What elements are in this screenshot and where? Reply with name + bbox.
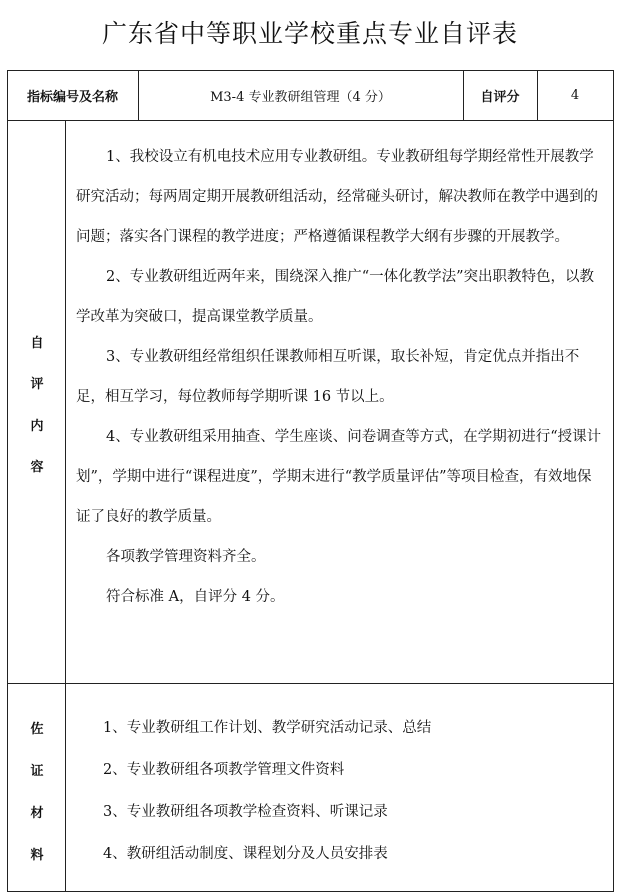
self-eval-label-char: 内 <box>30 419 44 434</box>
self-eval-paragraph: 1、我校设立有机电技术应用专业教研组。专业教研组每学期经常性开展教学研究活动；每两周定期开展教研组活动，经常碰头研讨，解决教师在教学中遇到的问题；落实各门课程的教学进度；严格遵循课程教学大纲有步骤的开展教学。 <box>76 149 598 245</box>
self-eval-paragraph: 各项教学管理资料齐全。 <box>106 549 266 565</box>
self-eval-label-char: 容 <box>30 460 44 475</box>
evidence-label-char: 料 <box>30 848 44 863</box>
evidence-item: 3、专业教研组各项教学检查资料、听课记录 <box>103 804 388 820</box>
evidence-item: 2、专业教研组各项教学管理文件资料 <box>103 762 345 778</box>
evidence-label-char: 材 <box>30 806 44 821</box>
self-eval-label-char: 评 <box>30 377 44 392</box>
self-eval-paragraph: 符合标准 A，自评分 4 分。 <box>106 589 285 605</box>
score-label: 自评分 <box>480 89 520 105</box>
evidence-item: 1、专业教研组工作计划、教学研究活动记录、总结 <box>103 720 432 736</box>
self-eval-paragraph: 4、专业教研组采用抽查、学生座谈、问卷调查等方式，在学期初进行“授课计划”，学期中进行“课程进度”，学期末进行“教学质量评估”等项目检查，有效地保证了良好的教学质量。 <box>76 429 602 525</box>
self-eval-label-char: 自 <box>30 336 44 351</box>
table-border-right <box>613 70 614 892</box>
indicator-name: M3-4 专业教研组管理（4 分） <box>210 89 391 105</box>
header-row-divider <box>7 120 614 121</box>
self-eval-content <box>76 137 606 617</box>
evidence-label-char: 佐 <box>30 722 44 737</box>
self-eval-paragraph: 3、专业教研组经常组织任课教师相互听课，取长补短，肯定优点并指出不足，相互学习，每位教师每学期听课 16 节以上。 <box>76 349 580 405</box>
evaluation-table <box>7 70 614 892</box>
evidence-item: 4、教研组活动制度、课程划分及人员安排表 <box>103 846 388 862</box>
page-title: 广东省中等职业学校重点专业自评表 <box>101 19 518 48</box>
self-eval-paragraph: 2、专业教研组近两年来，围绕深入推广“一体化教学法”突出职教特色，以教学改革为突破口，提高课堂教学质量。 <box>76 269 595 325</box>
section-divider <box>7 683 614 684</box>
indicator-label: 指标编号及名称 <box>26 89 118 105</box>
score-value: 4 <box>570 87 580 103</box>
evidence-label-char: 证 <box>30 764 44 779</box>
table-border-bottom <box>7 891 614 892</box>
